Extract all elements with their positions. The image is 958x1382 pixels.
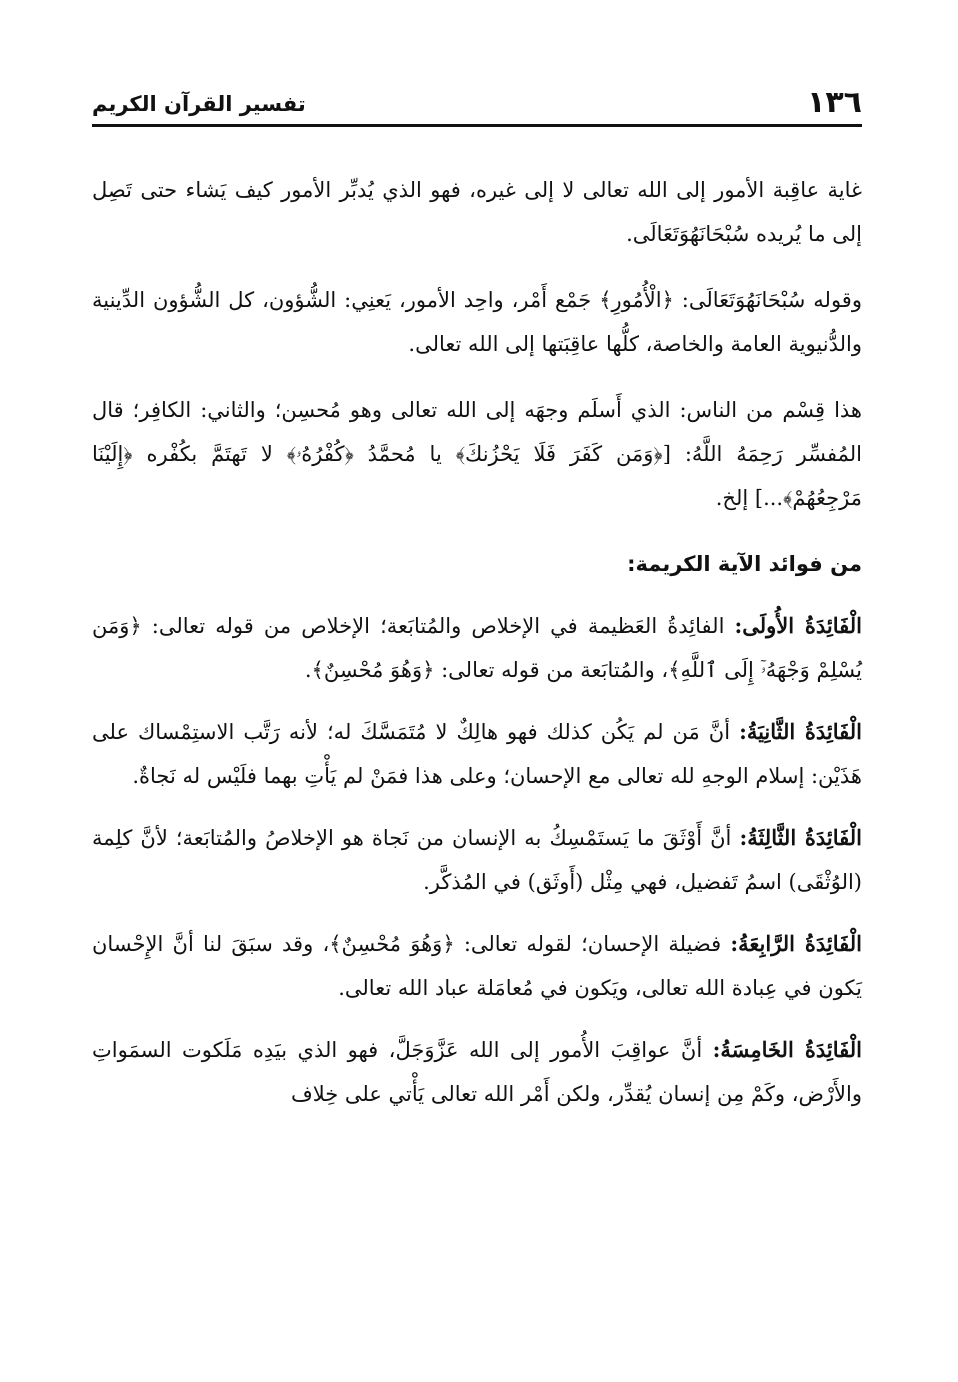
benefit-label: الْفَائِدَةُ الأُولَى: xyxy=(734,613,862,638)
book-title: تفسير القرآن الكريم xyxy=(92,92,306,116)
benefit-text: أنَّ مَن لم يَكُن كذلك فهو هالِكٌ لا مُتَمَسَّكَ له؛ لأنه رَتَّب الاستِمْساك على هَذَيْن: إسلام الوجهِ لله تعالى مع الإحسان؛ وعلى هذا فمَنْ لم يَأْتِ بهما فلَيْس له نَجاةٌ. xyxy=(92,720,862,788)
paragraph xyxy=(92,278,862,366)
paragraph-text: هذا قِسْم من الناس: الذي أَسلَم وجهَه إلى الله تعالى وهو مُحسِن؛ والثاني: الكافِر؛ قال المُفسِّر رَحِمَهُ اللَّهُ: [﴿وَمَن كَفَرَ فَلَا يَحْزُنكَ﴾ يا مُحمَّدُ ﴿كُفْرُهُۥ﴾ لا تَهتَمَّ بكُفْره ﴿إِلَيْنَا مَرْجِعُهُمْ﴾...] إلخ. xyxy=(92,398,862,510)
benefit-paragraph xyxy=(92,1028,862,1116)
paragraph-text: وقوله سُبْحَانَهُوَتَعَالَى: ﴿الْأُمُورِ﴾ جَمْع أَمْر، واحِد الأمور، يَعنِي: الشُّؤون، كل الشُّؤون الدِّينية والدُّنيوية العامة والخاصة، كلُّها عاقِبَتها إلى الله تعالى. xyxy=(92,288,862,356)
benefit-text: الفائِدةُ العَظيمة في الإخلاص والمُتابَعة؛ الإخلاص من قوله تعالى: ﴿وَمَن يُسْلِمْ وَجْهَهُۥٓ إِلَى ٱللَّهِ﴾، والمُتابَعة من قوله تعالى: ﴿وَهُوَ مُحْسِنٌ﴾. xyxy=(92,614,862,682)
page-number: ١٣٦ xyxy=(807,85,862,120)
paragraph xyxy=(92,168,862,256)
benefit-label: الْفَائِدَةُ الثَّالِثَةُ: xyxy=(739,825,862,850)
benefit-label: الْفَائِدَةُ الرَّابِعَةُ: xyxy=(730,931,862,956)
benefit-paragraph xyxy=(92,604,862,692)
page-header xyxy=(92,84,862,127)
benefit-text: أنَّ أَوْثَقَ ما يَستَمْسِكُ به الإنسان من نَجاة هو الإخلاصُ والمُتابَعة؛ لأنَّ كلِمة (الوُثْقَى) اسمُ تَفضيل، فهي مِثْل (أَوثَق) في المُذكَّر. xyxy=(92,826,862,894)
page-body xyxy=(92,168,862,1134)
benefit-text: أنَّ عواقِبَ الأُمور إلى الله عَزَّوَجَلَّ، فهو الذي بيَدِه مَلَكوت السمَواتِ والأَرْض، وكَمْ مِن إنسان يُقدِّر، ولكن أَمْر الله تعالى يَأْتي على خِلاف xyxy=(92,1038,862,1106)
benefit-paragraph xyxy=(92,816,862,904)
paragraph xyxy=(92,388,862,520)
section-heading: من فوائد الآية الكريمة: xyxy=(627,552,862,576)
benefit-label: الْفَائِدَةُ الخَامِسَةُ: xyxy=(712,1037,862,1062)
benefit-paragraph xyxy=(92,710,862,798)
paragraph-text: غاية عاقِبة الأمور إلى الله تعالى لا إلى غيره، فهو الذي يُدبِّر الأمور كيف يَشاء حتى تَصِل إلى ما يُريده سُبْحَانَهُوَتَعَالَى. xyxy=(92,178,862,246)
benefit-text: فضيلة الإحسان؛ لقوله تعالى: ﴿وَهُوَ مُحْسِنٌ﴾، وقد سبَقَ لنا أنَّ الإِحْسان يَكون في عِبادة الله تعالى، ويَكون في مُعامَلة عباد الله تعالى. xyxy=(92,932,862,1000)
benefit-label: الْفَائِدَةُ الثَّانِيَةُ: xyxy=(739,719,862,744)
benefit-paragraph xyxy=(92,922,862,1010)
